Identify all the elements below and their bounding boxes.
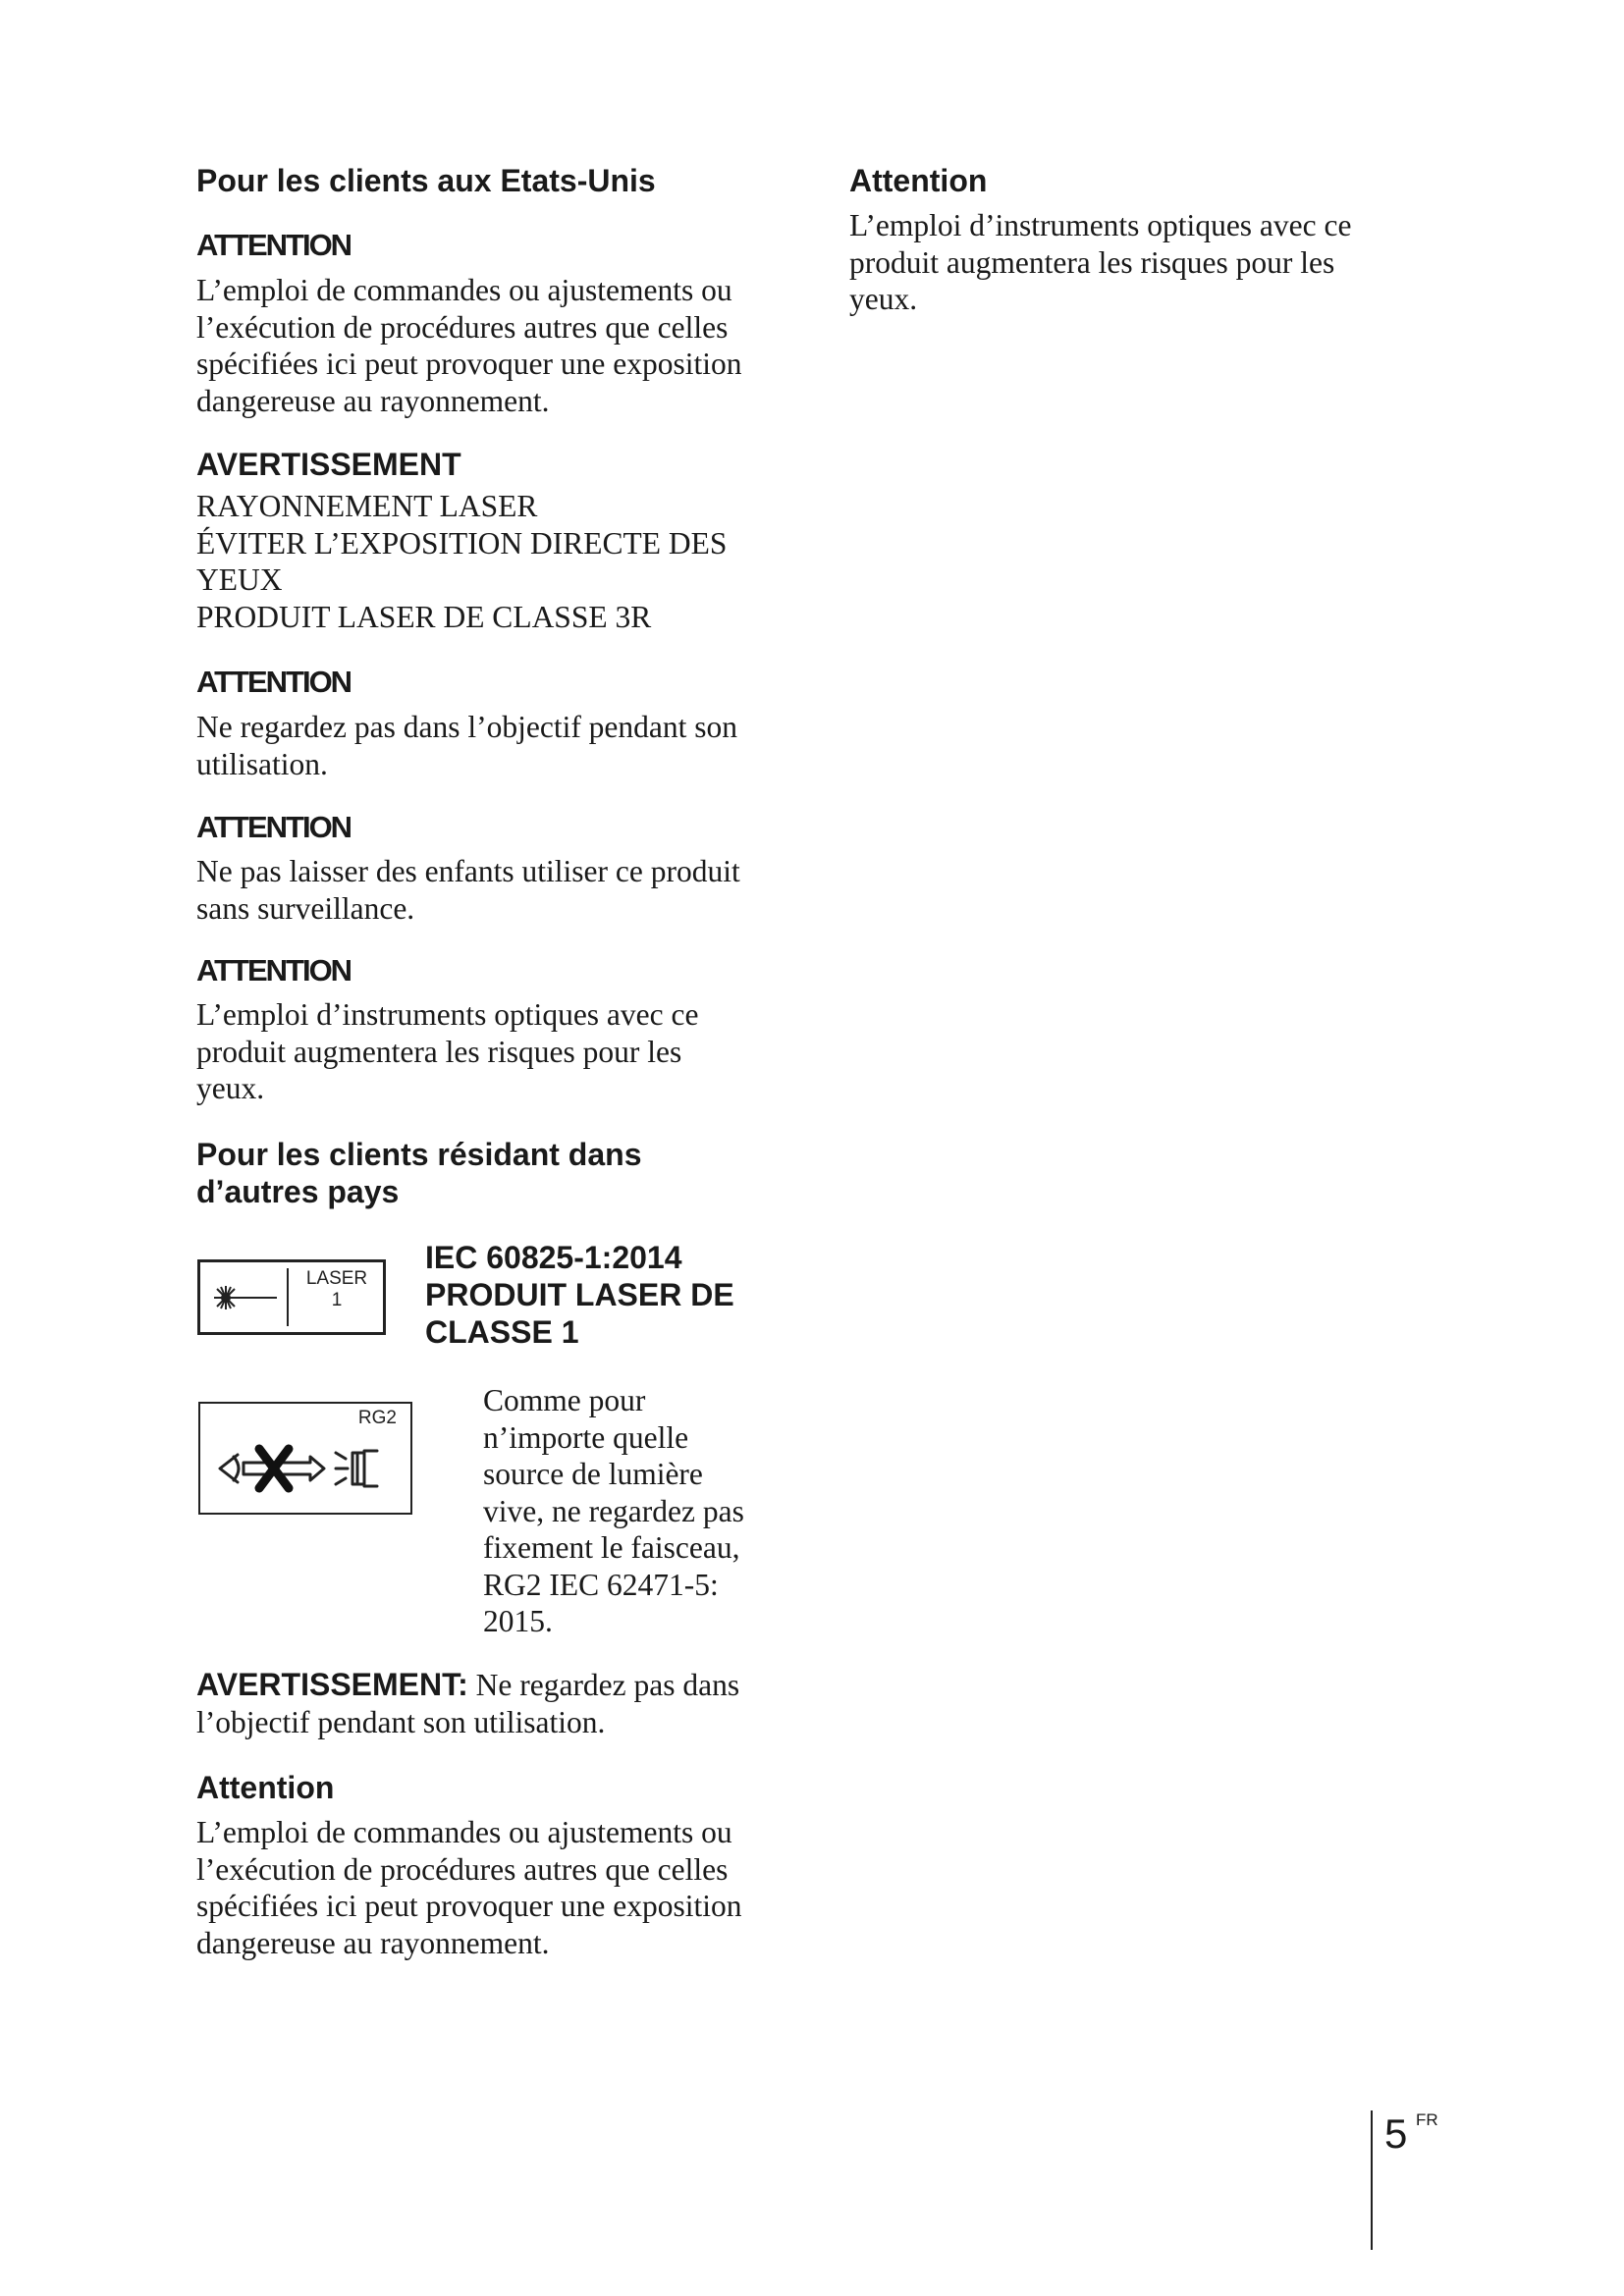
rg2-tag: RG2 xyxy=(357,1408,397,1428)
caution-3-line-2: sans surveillance. xyxy=(196,890,415,926)
laser-class-text xyxy=(425,1239,734,1351)
caution-1-line-3: spécifiées ici peut provoquer une exposition xyxy=(196,347,742,381)
laser-class-label xyxy=(197,1259,386,1335)
laser-label-text xyxy=(297,1268,377,1311)
attention-right-line-1: L’emploi d’instruments optiques avec ce xyxy=(849,208,1352,242)
rg2-line-2: n’importe quelle xyxy=(483,1419,689,1455)
caution-1-line-4: dangereuse au rayonnement. xyxy=(196,383,550,418)
rg2-text xyxy=(483,1382,744,1640)
rg2-line-3: source de lumière xyxy=(483,1457,703,1491)
warning-2-text-2: l’objectif pendant son utilisation. xyxy=(196,1704,606,1739)
attention-heading-left: Attention xyxy=(196,1770,335,1805)
warning-2 xyxy=(196,1666,739,1740)
caution-text-3 xyxy=(196,853,740,927)
rg2-line-6: RG2 IEC 62471-5: xyxy=(483,1567,719,1602)
rg2-line-7: 2015. xyxy=(483,1604,553,1638)
usa-heading: Pour les clients aux Etats-Unis xyxy=(196,163,656,198)
caution-heading-1: ATTENTION xyxy=(196,228,352,262)
other-countries-heading-line-2: d’autres pays xyxy=(196,1174,400,1209)
language-code: FR xyxy=(1416,2110,1438,2129)
folio-rule xyxy=(1371,2110,1373,2250)
warning-1-line-2: ÉVITER L’EXPOSITION DIRECTE DES xyxy=(196,525,728,561)
warning-1-line-1: RAYONNEMENT LASER xyxy=(196,489,538,523)
laser-class-line-3: CLASSE 1 xyxy=(425,1314,579,1350)
attention-left-line-3: spécifiées ici peut provoquer une exposition xyxy=(196,1889,742,1923)
caution-4-line-1: L’emploi d’instruments optiques avec ce xyxy=(196,997,699,1032)
caution-heading-3: ATTENTION xyxy=(196,810,352,844)
rg2-label xyxy=(198,1402,412,1515)
caution-4-line-2: produit augmentera les risques pour les xyxy=(196,1034,682,1069)
caution-text-4 xyxy=(196,996,698,1107)
caution-heading-2: ATTENTION xyxy=(196,665,352,699)
other-countries-heading-line-1: Pour les clients résidant dans xyxy=(196,1137,642,1172)
caution-4-line-3: yeux. xyxy=(196,1071,265,1105)
laser-label-number: 1 xyxy=(331,1290,343,1310)
warning-text-1 xyxy=(196,488,727,635)
caution-2-line-2: utilisation. xyxy=(196,746,328,781)
attention-right-line-2: produit augmentera les risques pour les xyxy=(849,244,1335,280)
warning-1-line-4: PRODUIT LASER DE CLASSE 3R xyxy=(196,599,652,634)
rg2-line-4: vive, ne regardez pas xyxy=(483,1493,744,1528)
laser-label-word: LASER xyxy=(305,1268,368,1289)
caution-1-line-2: l’exécution de procédures autres que celles xyxy=(196,309,729,345)
attention-text-left xyxy=(196,1814,741,1961)
attention-left-line-4: dangereuse au rayonnement. xyxy=(196,1925,550,1960)
warning-2-text-1: Ne regardez pas dans xyxy=(467,1668,740,1702)
caution-3-line-1: Ne pas laisser des enfants utiliser ce produit xyxy=(196,854,740,888)
attention-left-line-2: l’exécution de procédures autres que celles xyxy=(196,1851,729,1887)
caution-2-line-1: Ne regardez pas dans l’objectif pendant son xyxy=(196,710,738,744)
attention-text-right xyxy=(849,207,1351,318)
caution-1-line-1: L’emploi de commandes ou ajustements ou xyxy=(196,273,732,307)
caution-text-1 xyxy=(196,272,741,419)
do-not-stare-icon xyxy=(200,1404,410,1513)
page-number: 5 xyxy=(1384,2110,1408,2157)
attention-heading-right: Attention xyxy=(849,163,988,198)
caution-text-2 xyxy=(196,709,737,782)
rg2-line-1: Comme pour xyxy=(483,1383,646,1417)
caution-heading-4: ATTENTION xyxy=(196,953,352,988)
rg2-line-5: fixement le faisceau, xyxy=(483,1530,740,1565)
other-countries-heading xyxy=(196,1136,641,1210)
laser-class-line-2: PRODUIT LASER DE xyxy=(425,1277,734,1312)
laser-class-line-1: IEC 60825-1:2014 xyxy=(425,1240,682,1275)
attention-left-line-1: L’emploi de commandes ou ajustements ou xyxy=(196,1815,732,1849)
warning-heading-1: AVERTISSEMENT xyxy=(196,447,461,482)
warning-1-line-3: YEUX xyxy=(196,562,283,597)
attention-right-line-3: yeux. xyxy=(849,282,918,316)
warning-2-lead: AVERTISSEMENT: xyxy=(196,1667,468,1702)
